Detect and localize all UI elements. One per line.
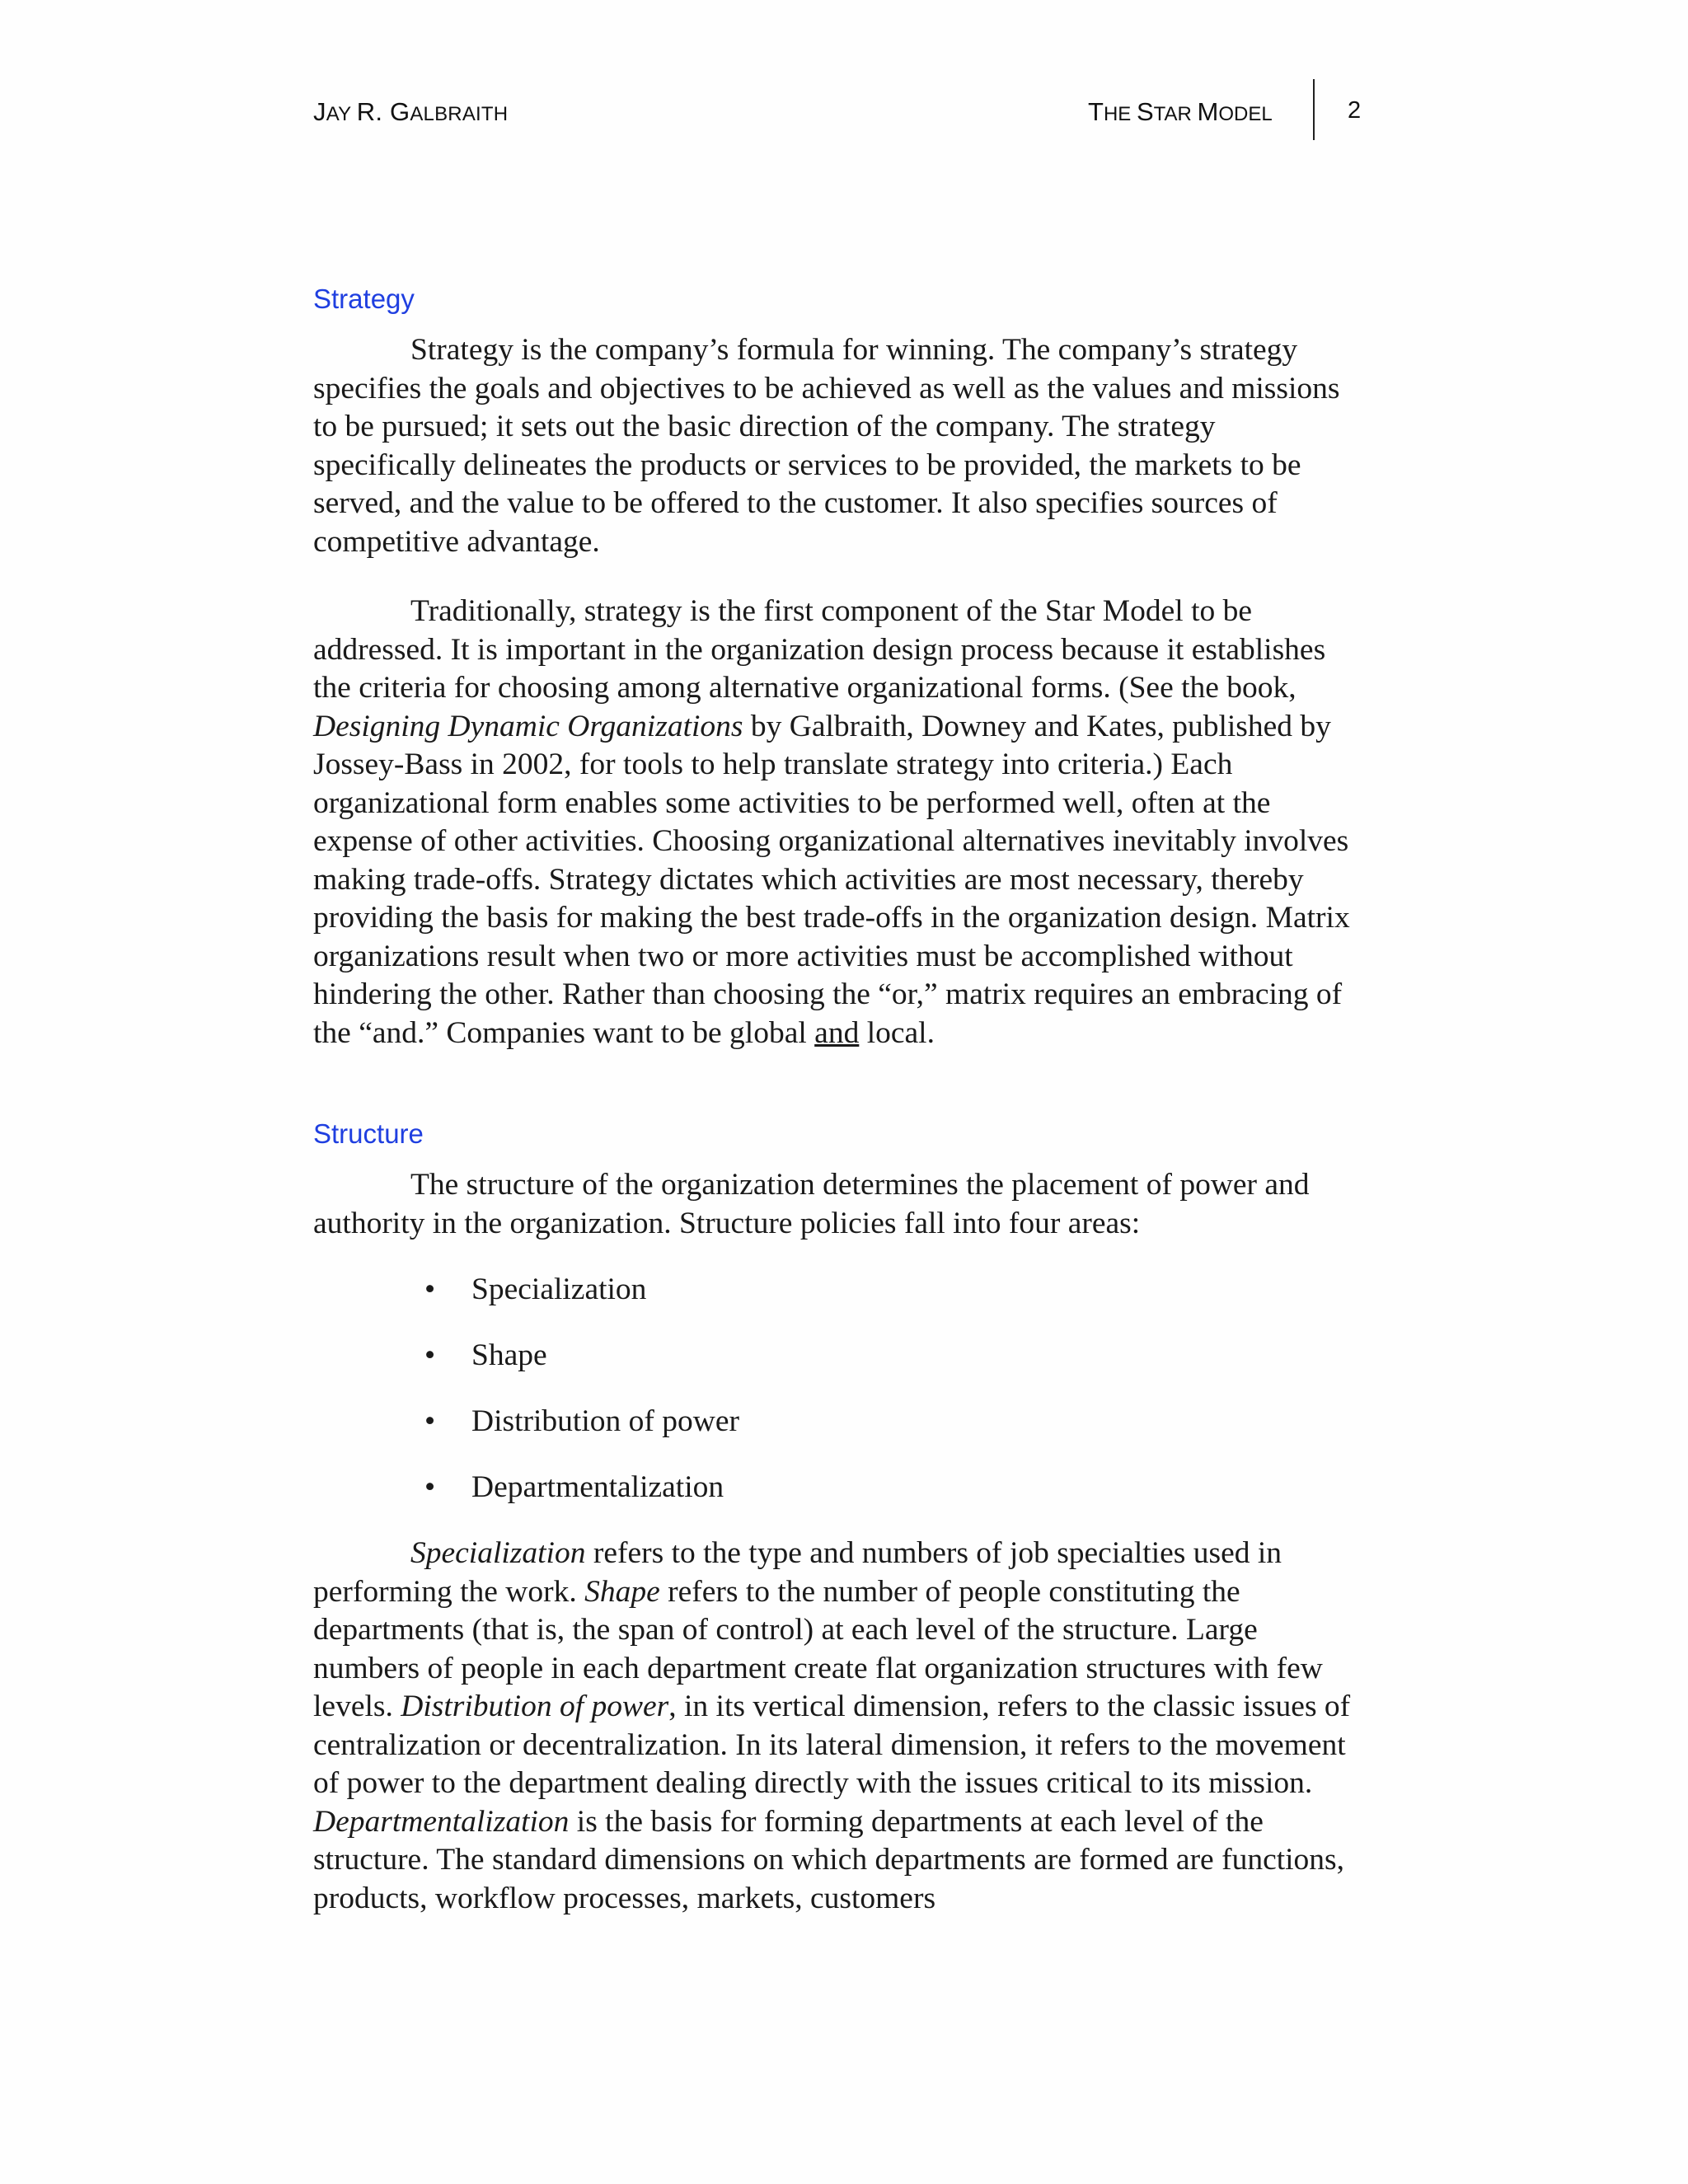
- header-title: THE STAR MODEL: [1088, 97, 1273, 126]
- term-specialization: Specialization: [410, 1536, 586, 1570]
- term-shape: Shape: [584, 1574, 660, 1609]
- heading-structure: Structure: [313, 1118, 424, 1149]
- bullet-icon: •: [424, 1404, 436, 1438]
- header-divider: [1313, 79, 1315, 140]
- page-number: 2: [1348, 97, 1362, 124]
- list-item: • Specialization: [313, 1271, 1360, 1309]
- term-departmentalization: Departmentalization: [313, 1804, 570, 1839]
- structure-areas-list: [313, 1271, 1360, 1507]
- paragraph-structure-1: The structure of the organization determines the placement of power and authority in the organization. Structure policies fall into four areas:: [313, 1168, 1310, 1240]
- paragraph-strategy-2: Traditionally, strategy is the first component of the Star Model to be addressed. It is important in the organization design process because it establishes the criteria for choosing among alternative organizational forms. (See the book, Designing Dynamic Organizations by Galbraith, Downey and Kates, published by Jossey-Bass in 2002, for tools to help translate strategy into criteria.) Each organizational form enables some activities to be performed well, often at the expense of other activities. Choosing organizational alternatives inevitably involves making trade-offs. Strategy dictates which activities are most necessary, thereby providing the basis for making the best trade-offs in the organization design. Matrix organizations result when two or more activities must be accomplished without hindering the other. Rather than choosing the “or,” matrix requires an embracing of the “and.” Companies want to be global and local.: [313, 594, 1350, 1050]
- paragraph-strategy-1: Strategy is the company’s formula for winning. The company’s strategy specifies the goals and objectives to be achieved as well as the values and missions to be pursued; it sets out the basic direction of the company. The strategy specifically delineates the products or services to be provided, the markets to be served, and the value to be offered to the customer. It also specifies sources of competitive advantage.: [313, 333, 1340, 559]
- list-item: • Distribution of power: [313, 1403, 1360, 1441]
- header-author: JAY R. GALBRAITH: [313, 97, 509, 126]
- running-header: [313, 97, 1360, 147]
- term-distribution-of-power: Distribution of power: [401, 1690, 669, 1723]
- paragraph-structure-2: Specialization refers to the type and numbers of job specialties used in performing the work. Shape refers to the number of people constituting the departments (that is, the span of control) at each level of the structure. Large numbers of people in each department create flat organization structures with few levels. Distribution of power, in its vertical dimension, refers to the classic issues of centralization or decentralization. In its lateral dimension, it refers to the movement of power to the department dealing directly with the issues critical to its mission. Departmentalization is the basis for forming departments at each level of the structure. The standard dimensions on which departments are formed are functions, products, workflow processes, markets, customers: [313, 1536, 1351, 1915]
- body-content: [313, 280, 1360, 1918]
- bullet-icon: •: [424, 1470, 436, 1504]
- list-item: • Shape: [313, 1337, 1360, 1375]
- underlined-and: and: [814, 1015, 860, 1050]
- list-item: • Departmentalization: [313, 1469, 1360, 1507]
- bullet-icon: •: [424, 1338, 436, 1372]
- bullet-icon: •: [424, 1272, 436, 1306]
- heading-strategy: Strategy: [313, 284, 415, 314]
- book-title: Designing Dynamic Organizations: [313, 709, 743, 743]
